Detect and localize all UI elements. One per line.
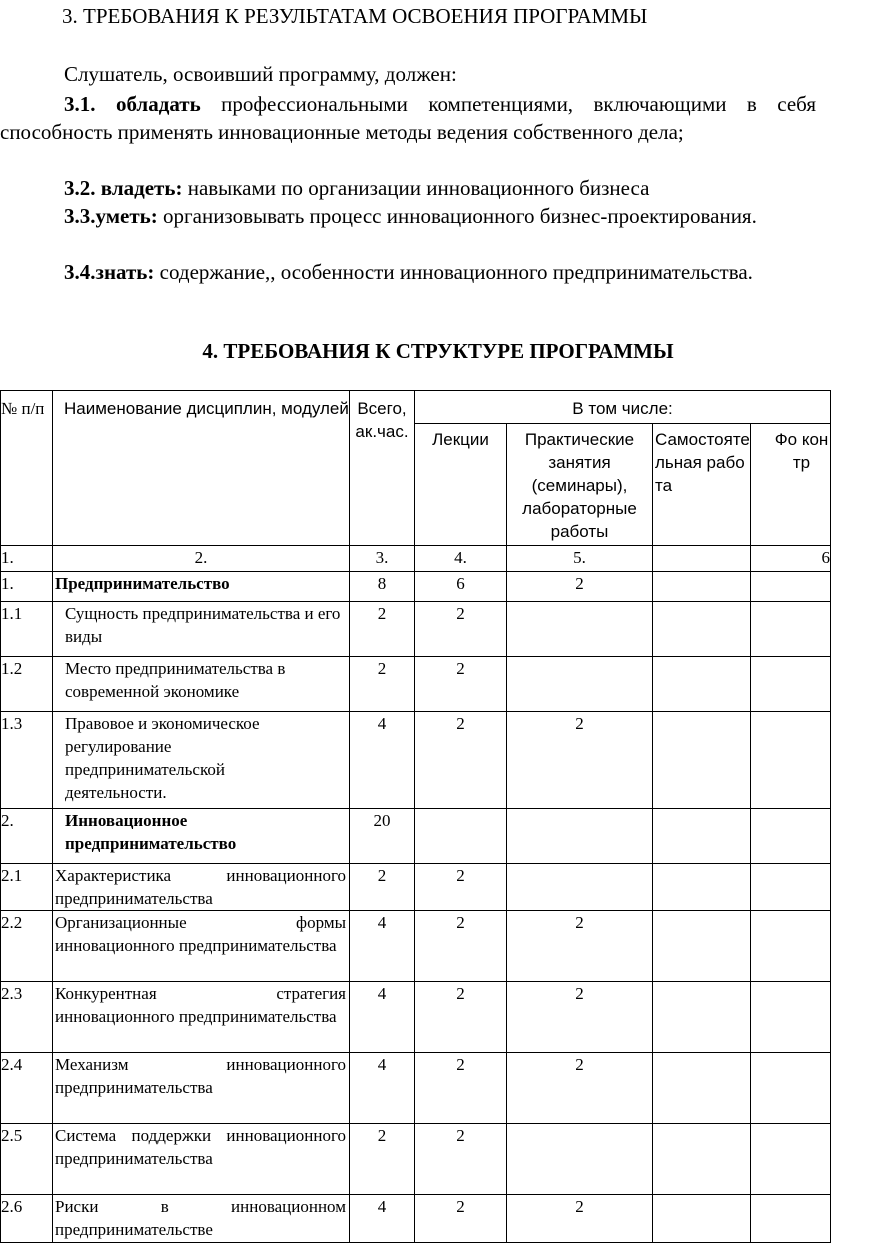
row-lectures: 2	[415, 1053, 507, 1124]
row-total: 8	[350, 572, 415, 602]
row-total: 4	[350, 982, 415, 1053]
item-3-4-num: 3.4.знать:	[64, 260, 155, 284]
colnum-6: 6	[751, 546, 831, 572]
row-name: Характеристика инновационного предпринимательства	[53, 864, 350, 911]
row-self	[653, 1124, 751, 1195]
row-lectures: 2	[415, 657, 507, 712]
row-control	[751, 1053, 831, 1124]
item-3-4-text: содержание,, особенности инновационного предпринимательства.	[159, 260, 753, 284]
row-self	[653, 572, 751, 602]
row-control	[751, 911, 831, 982]
row-name: Механизм инновационного предпринимательства	[53, 1053, 350, 1124]
row-practical: 2	[507, 1195, 653, 1243]
header-practical: Практические занятия (семинары), лабораторные работы	[507, 424, 653, 546]
row-lectures: 2	[415, 712, 507, 809]
header-control: Фо контр	[751, 424, 831, 546]
row-lectures: 2	[415, 982, 507, 1053]
item-3-2-num: 3.2. владеть:	[64, 176, 183, 200]
row-control	[751, 602, 831, 657]
row-practical	[507, 1124, 653, 1195]
table-row	[1, 911, 831, 982]
item-3-1	[0, 90, 816, 146]
row-lectures: 2	[415, 1195, 507, 1243]
colnum-1: 1.	[1, 546, 53, 572]
row-name: Риски в инновационном предпринимательстве	[53, 1195, 350, 1243]
row-num: 1.2	[1, 657, 53, 712]
table-row	[1, 1053, 831, 1124]
row-num: 2.1	[1, 864, 53, 911]
colnum-5: 5.	[507, 546, 653, 572]
row-name: Система поддержки инновационного предпринимательства	[53, 1124, 350, 1195]
row-control	[751, 809, 831, 864]
row-self	[653, 712, 751, 809]
row-practical	[507, 657, 653, 712]
row-practical: 2	[507, 1053, 653, 1124]
row-practical	[507, 602, 653, 657]
row-total: 2	[350, 1124, 415, 1195]
row-lectures: 2	[415, 602, 507, 657]
row-self	[653, 911, 751, 982]
colnum-2: 2.	[53, 546, 350, 572]
row-total: 2	[350, 864, 415, 911]
row-practical	[507, 809, 653, 864]
header-num: № п/п	[1, 391, 53, 546]
program-structure-table	[0, 390, 831, 1243]
table-row	[1, 602, 831, 657]
row-self	[653, 809, 751, 864]
row-control	[751, 1195, 831, 1243]
row-total: 2	[350, 602, 415, 657]
row-total: 4	[350, 1195, 415, 1243]
colnum-empty	[653, 546, 751, 572]
table-row	[1, 864, 831, 911]
row-practical: 2	[507, 982, 653, 1053]
item-3-2-text: навыками по организации инновационного бизнеса	[187, 176, 650, 200]
section4-title: 4. ТРЕБОВАНИЯ К СТРУКТУРЕ ПРОГРАММЫ	[202, 339, 674, 363]
row-control	[751, 1124, 831, 1195]
row-lectures: 2	[415, 1124, 507, 1195]
row-num: 2.6	[1, 1195, 53, 1243]
table-row	[1, 572, 831, 602]
section3-lead: Слушатель, освоивший программу, должен:	[64, 62, 457, 86]
row-lectures: 6	[415, 572, 507, 602]
table-row	[1, 1195, 831, 1243]
row-practical	[507, 864, 653, 911]
header-including: В том числе:	[415, 391, 831, 424]
row-name: Конкурентная стратегия инновационного предпринимательства	[53, 982, 350, 1053]
row-control	[751, 572, 831, 602]
item-3-3-text: организовывать процесс инновационного бизнес-проектирования.	[163, 204, 757, 228]
row-num: 1.	[1, 572, 53, 602]
item-3-2	[0, 174, 816, 202]
colnum-3: 3.	[350, 546, 415, 572]
table-row	[1, 809, 831, 864]
row-total: 4	[350, 712, 415, 809]
row-lectures	[415, 809, 507, 864]
row-total: 4	[350, 911, 415, 982]
colnum-4: 4.	[415, 546, 507, 572]
row-name: Инновационное предпринимательство	[53, 809, 350, 864]
item-3-1-num: 3.1. обладать	[64, 92, 201, 116]
row-num: 2.2	[1, 911, 53, 982]
row-control	[751, 982, 831, 1053]
header-name: Наименование дисциплин, модулей	[53, 391, 350, 546]
header-total: Всего, ак.час.	[350, 391, 415, 546]
row-practical: 2	[507, 572, 653, 602]
header-self-work: Самостоятельная работа	[653, 424, 751, 546]
row-total: 2	[350, 657, 415, 712]
row-name: Правовое и экономическое регулирование предпринимательской деятельности.	[53, 712, 350, 809]
item-3-3	[0, 202, 816, 230]
row-total: 20	[350, 809, 415, 864]
table-row	[1, 712, 831, 809]
row-num: 2.3	[1, 982, 53, 1053]
row-lectures: 2	[415, 864, 507, 911]
row-self	[653, 657, 751, 712]
table-row	[1, 982, 831, 1053]
row-self	[653, 864, 751, 911]
row-name: Сущность предпринимательства и его виды	[53, 602, 350, 657]
row-total: 4	[350, 1053, 415, 1124]
item-3-3-num: 3.3.уметь:	[64, 204, 158, 228]
section3-title: 3. ТРЕБОВАНИЯ К РЕЗУЛЬТАТАМ ОСВОЕНИЯ ПРОГРАММЫ	[62, 4, 648, 28]
row-self	[653, 982, 751, 1053]
row-practical: 2	[507, 911, 653, 982]
row-self	[653, 1053, 751, 1124]
row-practical: 2	[507, 712, 653, 809]
row-lectures: 2	[415, 911, 507, 982]
row-control	[751, 712, 831, 809]
row-self	[653, 602, 751, 657]
row-num: 2.4	[1, 1053, 53, 1124]
row-num: 2.	[1, 809, 53, 864]
row-name: Место предпринимательства в современной экономике	[53, 657, 350, 712]
item-3-1-text: профессиональными компетенциями, включающими в себя способность применять инновационные методы ведения собственного дела;	[0, 92, 816, 144]
table-row	[1, 1124, 831, 1195]
row-num: 1.3	[1, 712, 53, 809]
row-num: 1.1	[1, 602, 53, 657]
row-name: Предпринимательство	[53, 572, 350, 602]
row-self	[653, 1195, 751, 1243]
row-control	[751, 657, 831, 712]
item-3-4	[0, 258, 816, 286]
header-lectures: Лекции	[415, 424, 507, 546]
row-name: Организационные формы инновационного предпринимательства	[53, 911, 350, 982]
row-num: 2.5	[1, 1124, 53, 1195]
row-control	[751, 864, 831, 911]
table-row	[1, 657, 831, 712]
